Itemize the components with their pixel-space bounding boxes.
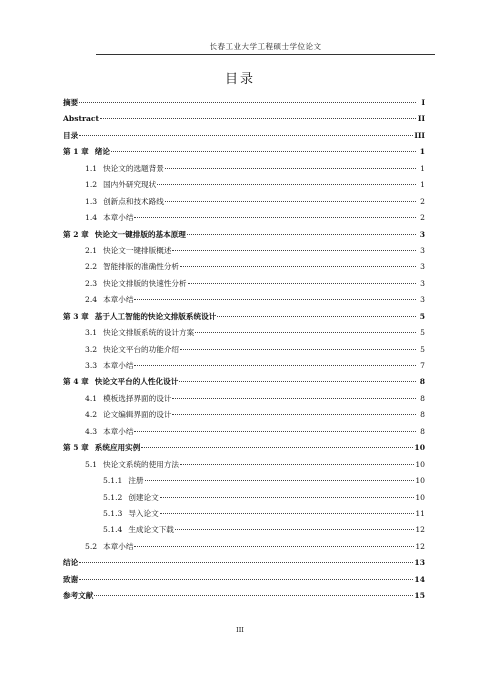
toc-dot-leader [145, 480, 415, 481]
toc-dot-leader [79, 102, 416, 103]
toc-entry-title: 智能排版的准确性分析 [103, 262, 180, 272]
toc-entry[interactable] [63, 522, 425, 538]
toc-entry-title: 快论文平台的人性化设计 [94, 377, 179, 387]
toc-entry-title: 注册 [128, 476, 144, 486]
toc-entry-title: 基于人工智能的快论文排版系统设计 [94, 311, 217, 321]
toc-entry[interactable] [63, 473, 425, 489]
toc-dot-leader [157, 184, 416, 185]
toc-entry[interactable] [63, 440, 425, 456]
toc-entry[interactable] [63, 457, 425, 473]
toc-entry-title: 模板选择界面的设计 [103, 393, 172, 403]
toc-entry[interactable] [63, 325, 425, 341]
toc-entry-title: 快论文排版的快速性分析 [103, 278, 187, 288]
toc-entry[interactable] [63, 391, 425, 407]
toc-entry[interactable] [63, 539, 425, 555]
toc-entry-number: 4.3 [85, 426, 98, 436]
toc-entry-title: 致谢 [63, 574, 79, 584]
toc-entry-page: 12 [415, 525, 425, 535]
toc-entry-page: 10 [415, 476, 425, 486]
toc-entry-number: 第 2 章 [63, 229, 89, 239]
toc-dot-leader [94, 595, 413, 596]
toc-entry-page: 5 [420, 328, 425, 338]
toc-entry-page: 13 [414, 558, 425, 568]
toc-entry-title: 创建论文 [128, 492, 159, 502]
toc-entry[interactable] [63, 276, 425, 292]
toc-entry-number: 1.1 [85, 163, 98, 173]
toc-entry-page: 3 [420, 262, 425, 272]
toc-entry-number: 3.2 [85, 344, 98, 354]
toc-entry-number: 1.3 [85, 196, 98, 206]
toc-entry-number: 5.1.1 [103, 476, 123, 486]
toc-entry-page: 3 [420, 245, 425, 255]
toc-entry-title: 摘要 [63, 98, 79, 107]
toc-dot-leader [111, 151, 416, 152]
toc-entry-title: Abstract [63, 114, 100, 124]
toc-entry-page: 8 [420, 393, 425, 403]
toc-dot-leader [180, 266, 416, 267]
toc-entry-number: 5.2 [85, 541, 98, 551]
toc-dot-leader [180, 349, 416, 350]
toc-entry-page: 3 [420, 295, 425, 305]
toc-entry-title: 本章小结 [103, 295, 134, 305]
toc-entry-page: 11 [415, 508, 425, 518]
toc-dot-leader [217, 316, 416, 317]
toc-entry-number: 2.3 [85, 278, 98, 288]
toc-entry-title: 目录 [63, 130, 79, 140]
toc-entry[interactable] [63, 309, 425, 325]
toc-entry[interactable] [63, 506, 425, 522]
toc-entry[interactable] [63, 144, 425, 160]
toc-entry-number: 2.4 [85, 295, 98, 305]
toc-entry-number: 第 3 章 [63, 311, 89, 321]
toc-dot-leader [141, 447, 413, 448]
toc-entry-page: 14 [414, 574, 425, 584]
toc-entry[interactable] [63, 424, 425, 440]
toc-dot-leader [172, 250, 416, 251]
toc-entry-title: 本章小结 [103, 541, 134, 551]
toc-dot-leader [180, 464, 414, 465]
toc-entry[interactable] [63, 243, 425, 259]
toc-entry-number: 第 4 章 [63, 377, 89, 387]
toc-entry-title: 结论 [63, 558, 79, 568]
toc-entry-number: 5.1.3 [103, 508, 123, 518]
toc-entry-number: 3.1 [85, 328, 98, 338]
toc-entry-page: 8 [420, 410, 425, 420]
toc-entry[interactable] [63, 490, 425, 506]
toc-entry-number: 4.2 [85, 410, 98, 420]
toc-dot-leader [134, 546, 414, 547]
toc-entry-page: 10 [415, 459, 425, 469]
toc-dot-leader [134, 217, 416, 218]
toc-entry-number: 5.1.2 [103, 492, 123, 502]
toc-dot-leader [79, 562, 413, 563]
toc-dot-leader [79, 579, 413, 580]
toc-dot-leader [175, 529, 414, 530]
toc-entry[interactable] [63, 292, 425, 308]
toc-entry-title: 快论文一键排版概述 [103, 245, 172, 255]
toc-entry[interactable] [63, 128, 425, 144]
toc-entry-number: 3.3 [85, 361, 98, 370]
toc-entry-number: 5.1.4 [103, 525, 123, 535]
toc-entry-title: 参考文献 [63, 591, 94, 601]
toc-entry-title: 创新点和技术路线 [103, 196, 164, 206]
toc-entry-title: 国内外研究现状 [103, 180, 157, 190]
toc-entry-page: 8 [420, 426, 425, 436]
toc-dot-leader [165, 168, 416, 169]
toc-entry[interactable] [63, 95, 425, 111]
toc-entry-number: 2.1 [85, 245, 98, 255]
toc-entry[interactable] [63, 227, 425, 243]
toc-entry-title: 导入论文 [128, 508, 159, 518]
toc-entry-page: 7 [420, 361, 425, 370]
toc-entry-number: 1.4 [85, 213, 98, 223]
toc-entry-page: 5 [420, 344, 425, 354]
toc-dot-leader [160, 497, 415, 498]
toc-dot-leader [179, 381, 416, 382]
toc-entry-title: 论文编辑界面的设计 [103, 410, 172, 420]
running-header: 长春工业大学工程硕士学位论文 [96, 41, 435, 55]
toc-dot-leader [172, 414, 416, 415]
toc-entry-title: 快论文平台的功能介绍 [103, 344, 180, 354]
toc-entry[interactable] [63, 259, 425, 275]
page-title: 目录 [224, 72, 255, 87]
toc-entry-number: 2.2 [85, 262, 98, 272]
toc-entry[interactable] [63, 588, 425, 604]
toc-dot-leader [134, 299, 416, 300]
toc-entry-page: 1 [420, 163, 425, 173]
toc-entry-number: 第 1 章 [63, 147, 89, 157]
toc-dot-leader [172, 398, 416, 399]
toc-entry-title: 快论文系统的使用方法 [103, 459, 180, 469]
toc-dot-leader [134, 431, 416, 432]
toc-entry-page: 2 [420, 196, 425, 206]
toc-dot-leader [165, 201, 416, 202]
toc-entry[interactable] [63, 210, 425, 226]
toc-entry-page: I [421, 98, 425, 107]
toc-entry-page: 12 [415, 541, 425, 551]
toc-dot-leader [134, 365, 416, 366]
toc-entry[interactable] [63, 161, 425, 177]
toc-entry[interactable] [63, 407, 425, 423]
toc-entry[interactable] [63, 572, 425, 588]
toc-dot-leader [188, 283, 416, 284]
toc-entry-page: 5 [419, 311, 425, 321]
page-number: III [236, 626, 244, 634]
toc-entry-title: 绪论 [94, 147, 110, 157]
toc-entry-title: 快论文的选题背景 [103, 163, 164, 173]
toc-entry-number: 5.1 [85, 459, 98, 469]
toc-entry[interactable] [63, 177, 425, 193]
toc-dot-leader [100, 118, 416, 119]
toc-entry-page: 2 [420, 213, 425, 223]
toc-entry-page: III [414, 130, 425, 140]
toc-entry-title: 快论文排版系统的设计方案 [103, 328, 195, 338]
toc-entry-title: 本章小结 [103, 361, 134, 370]
toc-entry[interactable] [63, 374, 425, 390]
toc-entry-page: II [417, 114, 425, 124]
toc-entry-title: 本章小结 [103, 213, 134, 223]
toc-entry-page: 3 [420, 278, 425, 288]
toc-entry-page: 8 [419, 377, 425, 387]
toc-entry-page: 10 [415, 492, 425, 502]
toc-entry[interactable] [63, 194, 425, 210]
toc-entry-number: 第 5 章 [63, 443, 89, 453]
toc-entry-page: 1 [420, 180, 425, 190]
toc-entry-title: 快论文一键排版的基本原理 [94, 229, 186, 239]
toc-entry-title: 生成论文下载 [128, 525, 174, 535]
toc-entry-page: 1 [419, 147, 425, 157]
toc-dot-leader [160, 513, 415, 514]
toc-entry-page: 15 [414, 591, 425, 601]
toc-entry[interactable] [63, 358, 425, 374]
toc-entry-title: 本章小结 [103, 426, 134, 436]
toc-dot-leader [187, 234, 416, 235]
toc-dot-leader [79, 135, 413, 136]
table-of-contents [63, 95, 425, 605]
toc-entry[interactable] [63, 342, 425, 358]
toc-dot-leader [195, 332, 416, 333]
toc-entry-page: 3 [419, 229, 425, 239]
toc-entry-page: 10 [414, 443, 425, 453]
toc-entry[interactable] [63, 111, 425, 127]
toc-entry-number: 4.1 [85, 393, 98, 403]
toc-entry-title: 系统应用实例 [94, 443, 141, 453]
toc-entry[interactable] [63, 555, 425, 571]
toc-entry-number: 1.2 [85, 180, 98, 190]
